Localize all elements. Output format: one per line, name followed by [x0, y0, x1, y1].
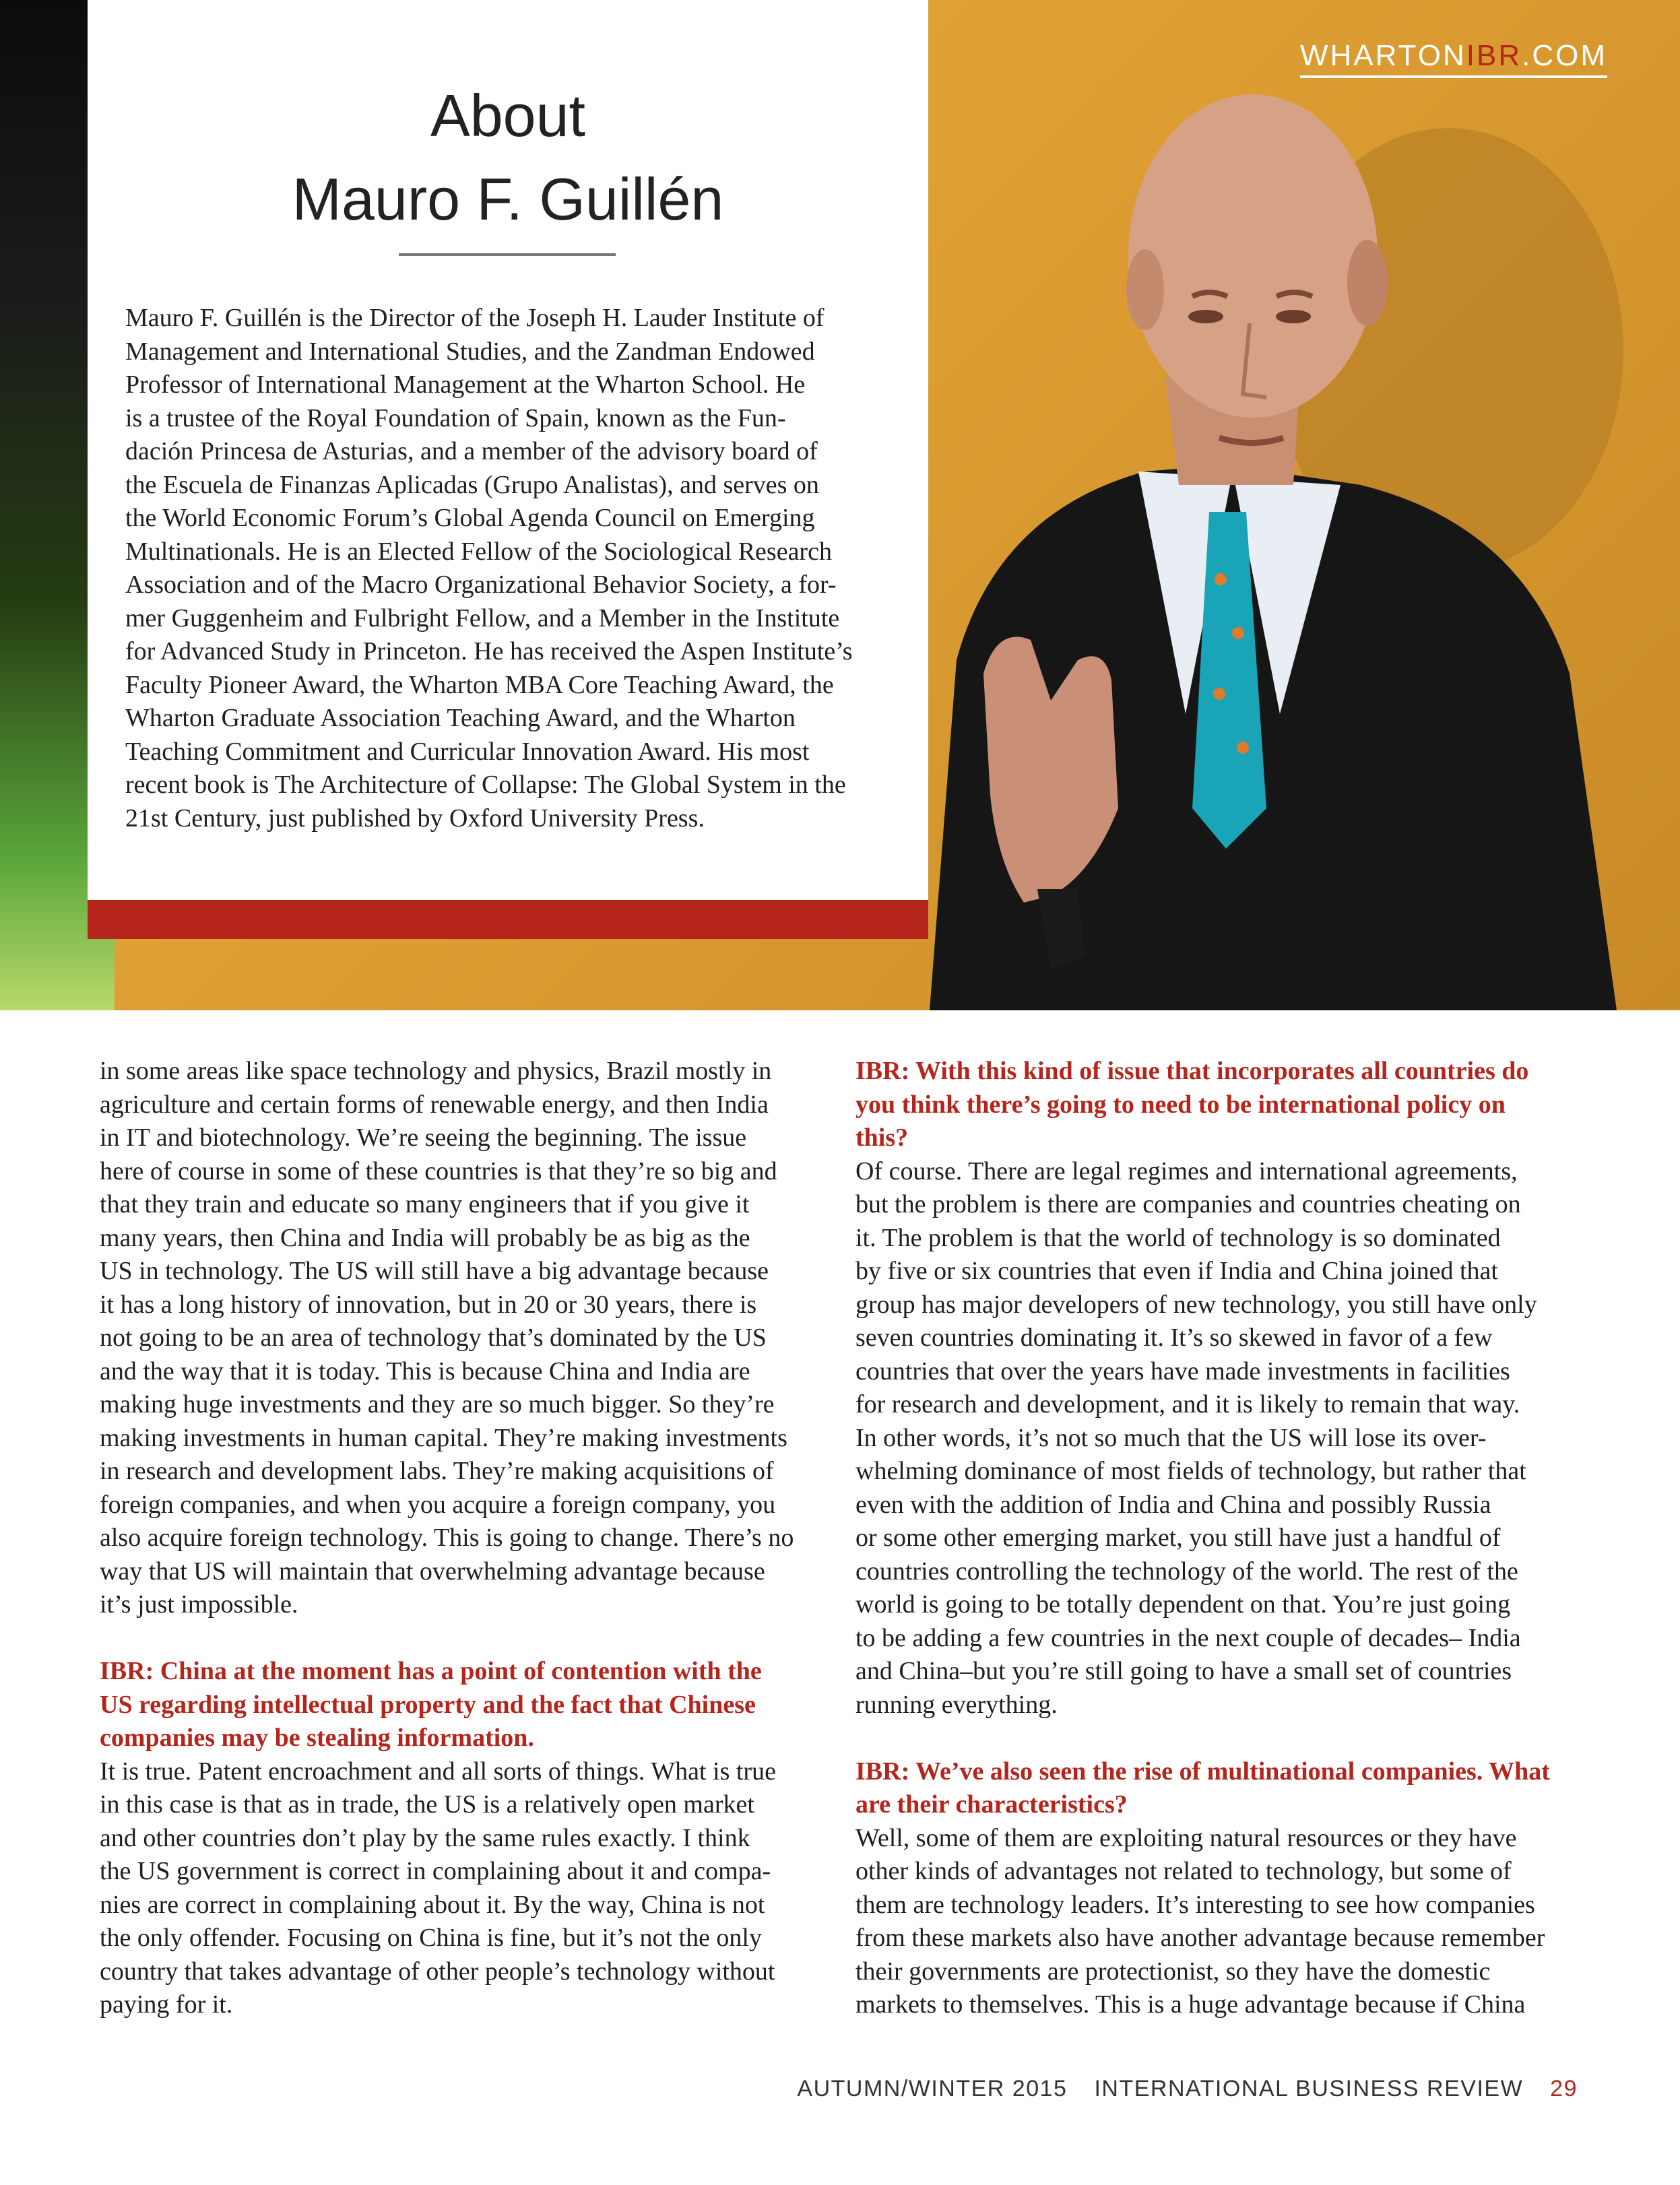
bio-line: recent book is The Architecture of Collapse: The Global System in the: [125, 771, 846, 799]
bio-line: Management and International Studies, and the Zandman Endowed: [125, 337, 815, 366]
answer-paragraph: [855, 1822, 1590, 2022]
text-line: by five or six countries that even if India and China joined that: [855, 1257, 1498, 1285]
question-line: companies may be stealing information.: [100, 1724, 534, 1752]
interview-question: [855, 1055, 1590, 1155]
text-line: In other words, it’s not so much that the US will lose its over-: [855, 1423, 1487, 1452]
about-card: [88, 0, 928, 900]
text-line: their governments are protectionist, so they have the domestic: [855, 1957, 1491, 1986]
text-line: many years, then China and India will probably be as big as the: [100, 1223, 750, 1252]
masthead-suffix: .COM: [1522, 39, 1607, 72]
answer-paragraph: [100, 1755, 835, 2022]
text-line: countries that over the years have made investments in facilities: [855, 1357, 1510, 1385]
text-line: and other countries don’t play by the same rules exactly. I think: [100, 1823, 750, 1852]
footer-issue: AUTUMN/WINTER 2015: [797, 2076, 1068, 2101]
text-line: country that takes advantage of other people’s technology without: [100, 1957, 775, 1986]
text-line: foreign companies, and when you acquire a foreign company, you: [100, 1490, 776, 1519]
bio-line: Multinationals. He is an Elected Fellow of the Sociological Research: [125, 537, 832, 566]
text-line: in some areas like space technology and physics, Brazil mostly in: [100, 1057, 772, 1085]
text-line: in this case is that as in trade, the US is a relatively open market: [100, 1790, 754, 1819]
text-line: for research and development, and it is likely to remain that way.: [855, 1390, 1520, 1418]
title-divider: [399, 253, 616, 256]
page-number: 29: [1550, 2076, 1578, 2101]
text-line: paying for it.: [100, 1990, 233, 2019]
question-line: IBR: We’ve also seen the rise of multinational companies. What: [855, 1757, 1550, 1786]
interview-question: [855, 1755, 1590, 1822]
masthead-url[interactable]: [1300, 39, 1607, 78]
text-line: even with the addition of India and China and possibly Russia: [855, 1490, 1491, 1519]
question-line: US regarding intellectual property and the fact that Chinese: [100, 1690, 756, 1719]
interview-question: [100, 1655, 835, 1755]
text-line: from these markets also have another advantage because remember: [855, 1924, 1545, 1952]
text-line: the US government is correct in complaining about it and compa-: [100, 1857, 771, 1885]
accent-bar: [88, 900, 928, 939]
text-line: Well, some of them are exploiting natural resources or they have: [855, 1823, 1517, 1852]
text-line: world is going to be totally dependent on that. You’re just going: [855, 1590, 1511, 1619]
text-line: them are technology leaders. It’s interesting to see how companies: [855, 1890, 1535, 1919]
text-line: it. The problem is that the world of technology is so dominated: [855, 1223, 1501, 1252]
text-line: or some other emerging market, you still have just a handful of: [855, 1524, 1501, 1552]
text-line: it’s just impossible.: [100, 1590, 298, 1619]
text-line: whelming dominance of most fields of technology, but rather that: [855, 1457, 1526, 1485]
bio-line: the Escuela de Finanzas Aplicadas (Grupo Analistas), and serves on: [125, 470, 819, 499]
answer-paragraph: [100, 1055, 835, 1622]
text-line: way that US will maintain that overwhelming advantage because: [100, 1557, 765, 1586]
text-line: but the problem is there are companies and countries cheating on: [855, 1190, 1521, 1218]
bio-line: Wharton Graduate Association Teaching Award, and the Wharton: [125, 704, 796, 732]
text-line: that they train and educate so many engineers that if you give it: [100, 1190, 750, 1218]
bio-line: the World Economic Forum’s Global Agenda Council on Emerging: [125, 504, 815, 532]
question-line: you think there’s going to need to be international policy on: [855, 1090, 1506, 1119]
question-line: are their characteristics?: [855, 1790, 1128, 1819]
text-line: in research and development labs. They’re making acquisitions of: [100, 1457, 774, 1485]
bio-line: Association and of the Macro Organizational Behavior Society, a for-: [125, 570, 837, 599]
text-line: US in technology. The US will still have a big advantage because: [100, 1257, 769, 1285]
paragraph-gap: [100, 1622, 835, 1656]
footer-publication: INTERNATIONAL BUSINESS REVIEW: [1094, 2076, 1524, 2101]
bio-line: 21st Century, just published by Oxford University Press.: [125, 804, 705, 833]
text-line: here of course in some of these countries is that they’re so big and: [100, 1156, 777, 1185]
page-footer: [797, 2076, 1578, 2102]
about-title-line1: About: [430, 82, 585, 149]
text-line: agriculture and certain forms of renewable energy, and then India: [100, 1090, 769, 1119]
answer-paragraph: [855, 1155, 1590, 1722]
about-title: [88, 74, 928, 241]
bio-line: Professor of International Management at the Wharton School. He: [125, 370, 806, 399]
bio-line: for Advanced Study in Princeton. He has received the Aspen Institute’s: [125, 637, 853, 665]
text-line: group has major developers of new technology, you still have only: [855, 1290, 1537, 1319]
article-column-right: [855, 1055, 1590, 2022]
text-line: It is true. Patent encroachment and all sorts of things. What is true: [100, 1757, 776, 1786]
text-line: countries controlling the technology of the world. The rest of the: [855, 1557, 1518, 1586]
text-line: and the way that it is today. This is because China and India are: [100, 1357, 750, 1385]
text-line: also acquire foreign technology. This is going to change. There’s no: [100, 1524, 794, 1552]
text-line: running everything.: [855, 1690, 1058, 1719]
masthead-accent: IBR: [1466, 39, 1522, 72]
bio-line: dación Princesa de Asturias, and a member of the advisory board of: [125, 437, 818, 465]
text-line: other kinds of advantages not related to technology, but some of: [855, 1857, 1512, 1885]
about-bio: [125, 302, 927, 835]
bio-line: mer Guggenheim and Fulbright Fellow, and a Member in the Institute: [125, 604, 840, 632]
text-line: it has a long history of innovation, but in 20 or 30 years, there is: [100, 1290, 757, 1319]
text-line: markets to themselves. This is a huge advantage because if China: [855, 1990, 1526, 2019]
masthead-prefix: WHARTON: [1300, 39, 1466, 72]
text-line: seven countries dominating it. It’s so skewed in favor of a few: [855, 1324, 1493, 1352]
text-line: to be adding a few countries in the next couple of decades– India: [855, 1623, 1521, 1652]
bio-line: Teaching Commitment and Curricular Innovation Award. His most: [125, 737, 810, 766]
text-line: not going to be an area of technology that’s dominated by the US: [100, 1324, 767, 1352]
text-line: nies are correct in complaining about it. By the way, China is not: [100, 1890, 765, 1919]
text-line: Of course. There are legal regimes and international agreements,: [855, 1156, 1518, 1185]
text-line: making huge investments and they are so much bigger. So they’re: [100, 1390, 775, 1418]
question-line: IBR: China at the moment has a point of contention with the: [100, 1657, 762, 1685]
bio-line: Faculty Pioneer Award, the Wharton MBA Core Teaching Award, the: [125, 670, 834, 699]
text-line: the only offender. Focusing on China is fine, but it’s not the only: [100, 1924, 762, 1952]
text-line: making investments in human capital. They’re making investments: [100, 1423, 787, 1452]
text-line: and China–but you’re still going to have a small set of countries: [855, 1657, 1512, 1685]
question-line: IBR: With this kind of issue that incorporates all countries do: [855, 1057, 1529, 1085]
question-line: this?: [855, 1123, 909, 1152]
about-title-line2: Mauro F. Guillén: [292, 166, 724, 232]
bio-line: Mauro F. Guillén is the Director of the Joseph H. Lauder Institute of: [125, 304, 825, 332]
bio-line: is a trustee of the Royal Foundation of Spain, known as the Fun-: [125, 403, 786, 432]
article-column-left: [100, 1055, 835, 2022]
text-line: in IT and biotechnology. We’re seeing the beginning. The issue: [100, 1123, 747, 1152]
paragraph-gap: [855, 1722, 1590, 1755]
